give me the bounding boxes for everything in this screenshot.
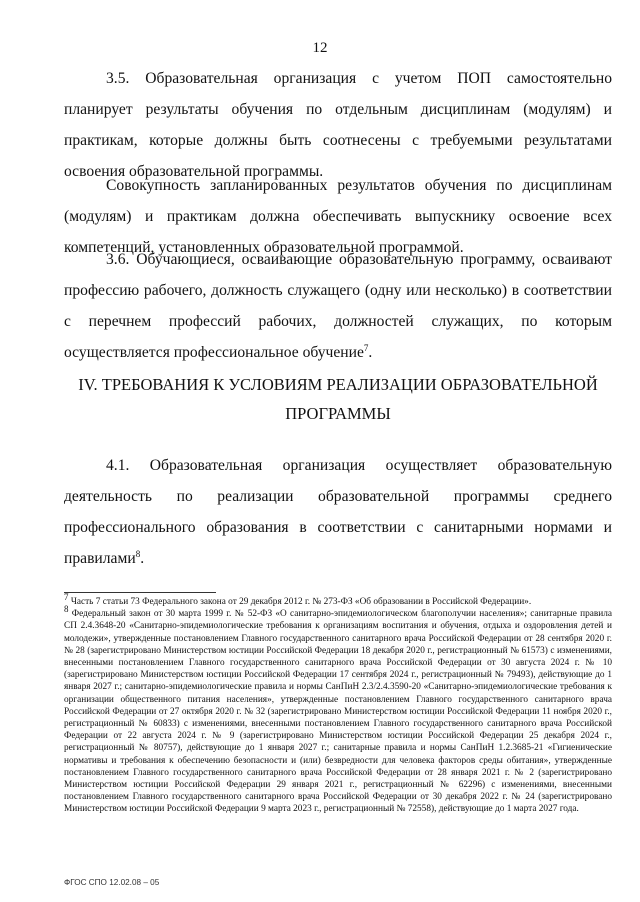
paragraph-aggregate-text: Совокупность запланированных результатов обучения по дисциплинам (модулям) и практикам должна обеспечивать выпускнику освоение всех компетенций, установленных образовательной программой. (64, 177, 612, 256)
footnote-ref-8: 8 (135, 548, 141, 559)
section-heading-line1: IV. ТРЕБОВАНИЯ К УСЛОВИЯМ РЕАЛИЗАЦИИ ОБРАЗОВАТЕЛЬНОЙ (78, 375, 598, 394)
footnote-7-text: Часть 7 статьи 73 Федерального закона от 29 декабря 2012 г. № 273-ФЗ «Об образовании в Российской Федерации». (68, 597, 532, 607)
footnote-8 (64, 604, 612, 815)
footnote-8-number: 8 (64, 604, 69, 615)
paragraph-3-6-end: . (368, 344, 373, 361)
paragraph-4-1 (64, 450, 612, 574)
paragraph-3-6 (64, 244, 612, 368)
paragraph-4-1-text (64, 450, 612, 574)
paragraph-4-1-end: . (140, 550, 145, 567)
document-code: ФГОС СПО 12.02.08 – 05 (64, 878, 160, 887)
footnote-separator (64, 592, 216, 593)
paragraph-3-5-text: 3.5. Образовательная организация с учетом ПОП самостоятельно планирует результаты обучения по отдельным дисциплинам (модулям) и практикам, которые должны быть соотнесены с требуемыми результатами освоения образовательной программы. (64, 70, 612, 180)
footnote-ref-7: 7 (363, 342, 369, 353)
footnote-7-number: 7 (64, 591, 69, 602)
footnotes (64, 591, 612, 816)
page-number: 12 (312, 40, 328, 56)
footnote-7 (64, 591, 612, 608)
section-heading (64, 370, 612, 428)
paragraph-3-6-body: 3.6. Обучающиеся, осваивающие образовательную программу, осваивают профессию рабочего, должность служащего (одну или несколько) в соответствии с перечнем профессий рабочих, должностей служащих, по которым осуществляется профессиональное обучение (64, 251, 612, 361)
section-heading-line2: ПРОГРАММЫ (285, 404, 391, 423)
footnote-8-text: Федеральный закон от 30 марта 1999 г. № 52-ФЗ «О санитарно-эпидемиологическом благополучии населения»; санитарные правила СП 2.4.3648-20 «Санитарно-эпидемиологические требования к организациям воспитания и обучения, отдыха и оздоровления детей и молодежи», утвержденные постановлением Главного государственного санитарного врача Российской Федерации от 28 сентября 2020 г. № 28 (зарегистрировано Министерством юстиции Российской Федерации 18 декабря 2020 г., регистрационный № 61573) с изменениями, внесенными постановлением Главного государственного санитарного врача Российской Федерации от 30 августа 2024 г. № 10 (зарегистрировано Министерством юстиции Российской Федерации 17 сентября 2024 г., регистрационный № 79493), действующие до 1 января 2027 г.; санитарно-эпидемиологические правила и нормы СанПиН 2.3/2.4.3590-20 «Санитарно-эпидемиологические требования к организации общественного питания населения», утвержденные постановлением Главного государственного санитарного врача Российской Федерации от 27 октября 2020 г. № 32 (зарегистрировано Министерством юстиции Российской Федерации 11 ноября 2020 г., регистрационный № 60833) с изменениями, внесенными постановлением Главного государственного санитарного врача Российской Федерации от 22 августа 2024 г. № 9 (зарегистрировано Министерством юстиции Российской Федерации 25 декабря 2024 г., регистрационный № 80757), действующие до 1 января 2027 г.; санитарные правила и нормы СанПиН 1.2.3685-21 «Гигиенические нормативы и требования к обеспечению безопасности и (или) безвредности для человека факторов среды обитания», утвержденные постановлением Главного государственного санитарного врача Российской Федерации от 28 января 2021 г. № 2 (зарегистрировано Министерством юстиции Российской Федерации 29 января 2021 г., регистрационный № 62296) с изменениями, внесенными постановлением Главного государственного санитарного врача Российской Федерации от 30 декабря 2022 г. № 24 (зарегистрировано Министерством юстиции Российской Федерации 9 марта 2023 г., регистрационный № 72558), действующие до 1 марта 2027 года. (64, 609, 612, 815)
paragraph-3-5 (64, 63, 612, 187)
paragraph-4-1-body: 4.1. Образовательная организация осуществляет образовательную деятельность по реализации образовательной программы среднего профессионального образования в соответствии с санитарными нормами и правилами (64, 457, 612, 567)
paragraph-3-6-text (64, 244, 612, 368)
